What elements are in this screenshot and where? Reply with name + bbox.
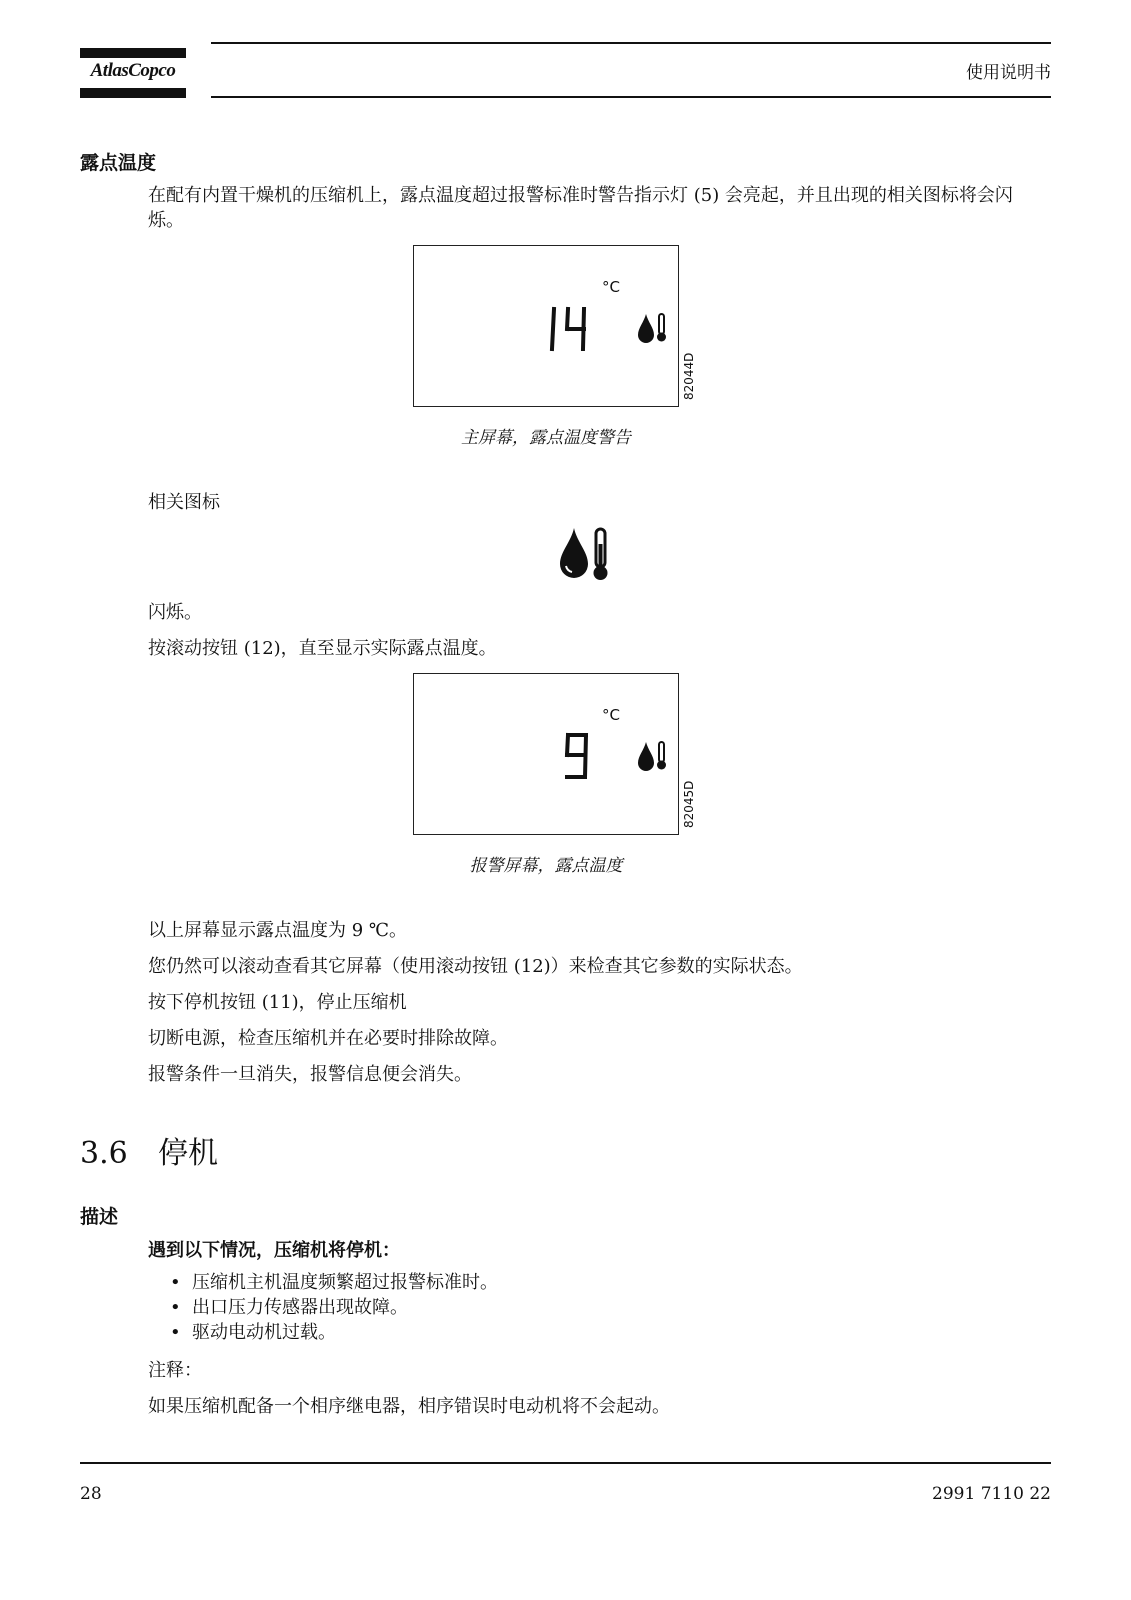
dewpoint-icon <box>636 738 672 774</box>
dewpoint-line-2: 您仍然可以滚动查看其它屏幕（使用滚动按钮 (12)）来检查其它参数的实际状态。 <box>148 956 803 977</box>
scroll-instruction: 按滚动按钮 (12)，直至显示实际露点温度。 <box>148 638 497 659</box>
note-text: 如果压缩机配备一个相序继电器，相序错误时电动机将不会起动。 <box>148 1396 670 1417</box>
shutdown-lead: 遇到以下情况，压缩机将停机： <box>148 1240 400 1261</box>
unit-label: °C <box>602 278 620 296</box>
page-number: 28 <box>80 1484 102 1504</box>
dewpoint-icon <box>636 310 672 346</box>
related-icon-label: 相关图标 <box>148 492 220 513</box>
section-heading-shutdown <box>80 1128 218 1172</box>
document-number: 2991 7110 22 <box>932 1484 1051 1504</box>
dewpoint-line-1: 以上屏幕显示露点温度为 9 ℃。 <box>148 920 408 941</box>
lcd-digits <box>542 301 602 361</box>
dewpoint-intro: 在配有内置干燥机的压缩机上，露点温度超过报警标准时警告指示灯 (5) 会亮起，并且出现的相关图标将会闪烁。 <box>148 185 1013 231</box>
figure-caption-2: 报警屏幕，露点温度 <box>469 856 623 876</box>
company-logo: AtlasCopco <box>90 60 176 81</box>
list-item: • 驱动电动机过载。 <box>170 1320 498 1345</box>
note-label: 注释： <box>148 1360 202 1381</box>
flashing-text: 闪烁。 <box>148 602 202 623</box>
subheading-description: 描述 <box>80 1206 119 1228</box>
shutdown-conditions-list <box>170 1270 498 1345</box>
dewpoint-line-3: 按下停机按钮 (11)，停止压缩机 <box>148 992 407 1013</box>
logo-bar-bottom <box>80 88 186 98</box>
logo-bar-top <box>80 48 186 58</box>
dewpoint-line-5: 报警条件一旦消失，报警信息便会消失。 <box>148 1064 472 1085</box>
section-number: 3.6 <box>80 1136 128 1171</box>
section-title: 停机 <box>158 1136 218 1171</box>
figure-caption-1: 主屏幕，露点温度警告 <box>461 428 631 448</box>
header-rule-bottom <box>211 96 1051 98</box>
display-figure-main-screen <box>413 245 696 407</box>
section-heading-dewpoint: 露点温度 <box>80 152 157 174</box>
footer-rule <box>80 1462 1051 1464</box>
unit-label: °C <box>602 706 620 724</box>
figure-code: 82045D <box>682 780 696 828</box>
list-item: • 出口压力传感器出现故障。 <box>170 1295 498 1320</box>
dewpoint-line-4: 切断电源，检查压缩机并在必要时排除故障。 <box>148 1028 508 1049</box>
list-item: • 压缩机主机温度频繁超过报警标准时。 <box>170 1270 498 1295</box>
document-title: 使用说明书 <box>966 63 1051 83</box>
figure-code: 82044D <box>682 352 696 400</box>
dewpoint-icon-large <box>558 524 618 584</box>
display-figure-alarm-screen <box>413 673 696 835</box>
lcd-digits <box>562 729 602 789</box>
header-rule-top <box>211 42 1051 44</box>
